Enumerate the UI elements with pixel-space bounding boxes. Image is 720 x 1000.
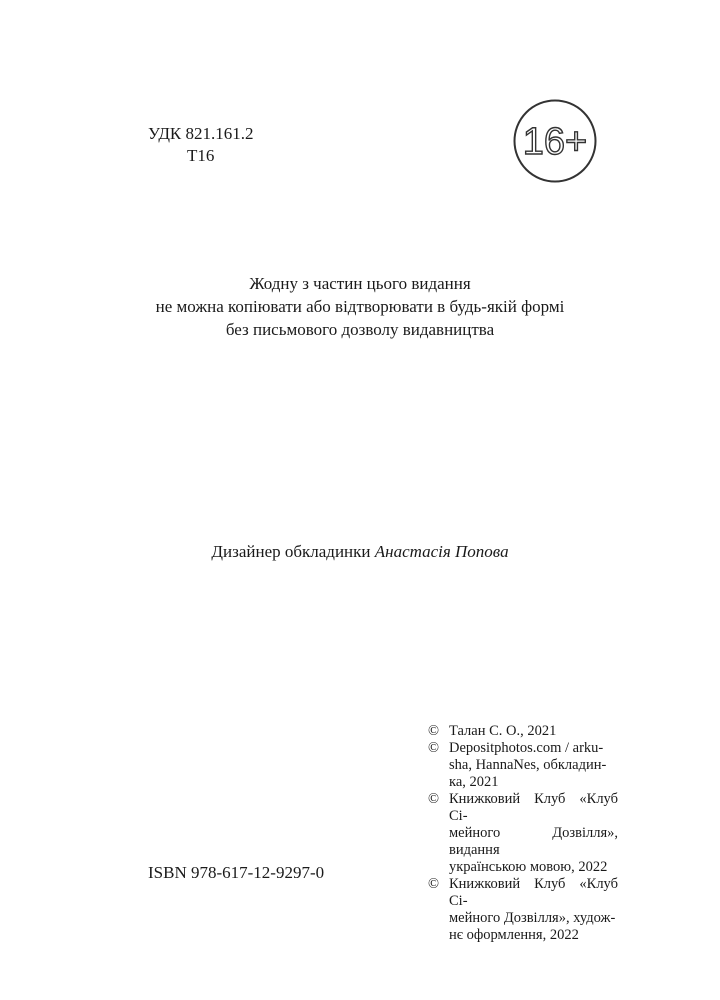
cover-designer-credit <box>0 541 720 563</box>
copyright-symbol: © <box>428 723 440 739</box>
copyright-text: Талан С. О., 2021 <box>449 723 557 739</box>
designer-name: Анастасія Попова <box>374 542 509 561</box>
copyright-symbol: © <box>428 791 440 807</box>
isbn: ISBN 978-617-12-9297-0 <box>148 863 325 882</box>
copyright-entry <box>428 740 618 791</box>
author-code: Т16 <box>187 146 215 165</box>
age-rating-badge <box>512 98 598 184</box>
copyright-symbol: © <box>428 740 440 756</box>
copyright-list <box>428 723 618 944</box>
age-rating-text: 16+ <box>522 121 588 163</box>
udk-classification: УДК 821.161.2 <box>148 124 254 143</box>
designer-label: Дизайнер обкладинки <box>211 542 375 561</box>
copyright-text: Книжковий Клуб «Клуб Сі- мейного Дозвілля», худож- нє оформлення, 2022 <box>449 876 618 943</box>
notice-line: не можна копіювати або відтворювати в будь-якій формі <box>155 297 565 316</box>
copyright-text: Книжковий Клуб «Клуб Сі- мейного Дозвілля», видання українською мовою, 2022 <box>449 791 618 875</box>
copyright-text: Depositphotos.com / arku- sha, HannaNes, обкладин- ка, 2021 <box>449 740 607 790</box>
copyright-entry <box>428 791 618 876</box>
copyright-symbol: © <box>428 876 440 892</box>
age-rating-icon <box>512 98 598 184</box>
copyright-entry <box>428 723 618 740</box>
udk-block <box>148 123 254 167</box>
copy-prohibition-notice <box>0 272 720 341</box>
notice-line: Жодну з частин цього видання <box>249 274 471 293</box>
copyright-entry <box>428 876 618 944</box>
notice-line: без письмового дозволу видавництва <box>225 320 495 339</box>
